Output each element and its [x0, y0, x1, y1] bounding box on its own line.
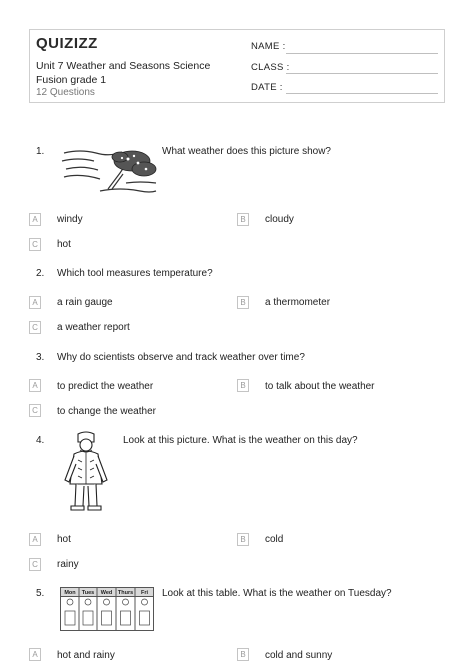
option-a-text[interactable]: hot and rainy [57, 650, 115, 661]
question-text: Look at this table. What is the weather on Tuesday? [162, 588, 392, 599]
option-a-text[interactable]: to predict the weather [57, 381, 154, 392]
question-text: What weather does this picture show? [162, 146, 331, 157]
table-day-wed: Wed [100, 590, 113, 596]
option-b-box[interactable]: B [237, 213, 249, 226]
quizizz-logo: QUIZIZZ [36, 35, 98, 52]
table-day-tues: Tues [81, 590, 95, 596]
option-a-box[interactable]: A [29, 213, 41, 226]
option-a-box[interactable]: A [29, 648, 41, 661]
table-day-thurs: Thurs [117, 590, 134, 596]
option-b-text[interactable]: a thermometer [265, 297, 331, 308]
name-label: NAME : [251, 41, 286, 52]
option-a-box[interactable]: A [29, 296, 41, 309]
question-number: 5. [36, 588, 45, 599]
table-day-fri: Fri [140, 590, 149, 596]
question-text: Look at this picture. What is the weather on this day? [123, 435, 358, 446]
question-number: 1. [36, 146, 45, 157]
option-c-box[interactable]: C [29, 238, 41, 251]
option-b-box[interactable]: B [237, 533, 249, 546]
option-c-text[interactable]: to change the weather [57, 406, 156, 417]
option-b-box[interactable]: B [237, 648, 249, 661]
option-b-text[interactable]: cold [265, 534, 284, 545]
option-c-text[interactable]: hot [57, 239, 71, 250]
option-c-box[interactable]: C [29, 558, 41, 571]
date-label: DATE : [251, 82, 283, 93]
question-text: Why do scientists observe and track weather over time? [57, 352, 305, 363]
option-a-text[interactable]: a rain gauge [57, 297, 113, 308]
option-c-box[interactable]: C [29, 404, 41, 417]
class-label: CLASS : [251, 62, 290, 73]
option-a-box[interactable]: A [29, 379, 41, 392]
option-a-text[interactable]: hot [57, 534, 71, 545]
wind-blowing-tree-icon [60, 143, 158, 195]
name-line[interactable] [286, 53, 438, 54]
class-line[interactable] [286, 73, 438, 74]
question-count: 12 Questions [36, 87, 95, 98]
question-number: 3. [36, 352, 45, 363]
option-a-box[interactable]: A [29, 533, 41, 546]
option-c-box[interactable]: C [29, 321, 41, 334]
question-text: Which tool measures temperature? [57, 268, 213, 279]
option-c-text[interactable]: a weather report [57, 322, 130, 333]
date-line[interactable] [286, 93, 438, 94]
question-number: 4. [36, 435, 45, 446]
option-a-text[interactable]: windy [57, 214, 83, 225]
table-day-mon: Mon [64, 590, 76, 596]
option-b-text[interactable]: cold and sunny [265, 650, 333, 661]
option-b-box[interactable]: B [237, 296, 249, 309]
option-b-text[interactable]: to talk about the weather [265, 381, 375, 392]
option-c-text[interactable]: rainy [57, 559, 79, 570]
option-b-box[interactable]: B [237, 379, 249, 392]
person-in-winter-coat-icon [60, 430, 112, 516]
weekly-weather-table [60, 587, 154, 631]
question-number: 2. [36, 268, 45, 279]
worksheet-title: Unit 7 Weather and Seasons Science Fusion grade 1 [36, 60, 211, 86]
option-b-text[interactable]: cloudy [265, 214, 294, 225]
